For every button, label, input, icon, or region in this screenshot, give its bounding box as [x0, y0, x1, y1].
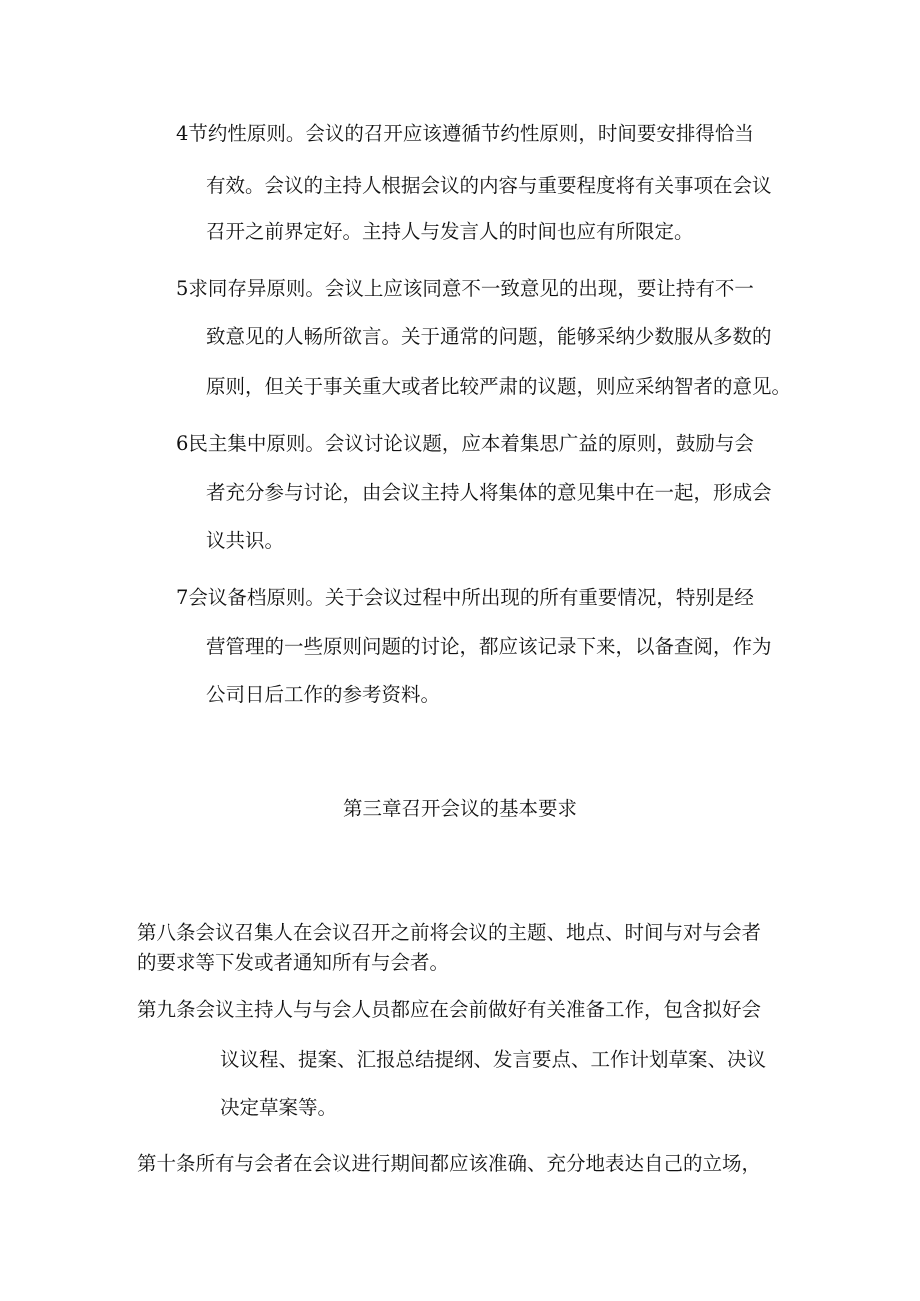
chapter-heading: 第三章召开会议的基本要求: [342, 797, 577, 820]
principle-4-line-1: 4节约性原则。会议的召开应该遵循节约性原则，时间要安排得恰当: [176, 122, 754, 145]
principle-5-line-1: 5求同存异原则。会议上应该同意不一致意见的出现，要让持有不一: [176, 277, 754, 300]
principle-4-line-3: 召开之前界定好。主持人与发言人的时间也应有所限定。: [206, 220, 694, 243]
article-9-line-3: 决定草案等。: [220, 1096, 338, 1119]
article-8-line-1: 第八条会议召集人在会议召开之前将会议的主题、地点、时间与对与会者: [137, 921, 762, 944]
principle-7-line-3: 公司日后工作的参考资料。: [206, 683, 441, 706]
article-8-line-2: 的要求等下发或者通知所有与会者。: [137, 951, 450, 974]
principle-7-line-1: 7会议备档原则。关于会议过程中所出现的所有重要情况，特别是经: [176, 586, 754, 609]
article-9-line-2: 议议程、提案、汇报总结提纲、发言要点、工作计划草案、决议: [220, 1048, 767, 1071]
principle-7-line-2: 营管理的一些原则问题的讨论，都应该记录下来，以备查阅，作为: [206, 635, 772, 658]
principle-6-line-3: 议共识。: [206, 529, 285, 552]
principle-6-line-1: 6民主集中原则。会议讨论议题，应本着集思广益的原则，鼓励与会: [176, 432, 754, 455]
principle-4-line-2: 有效。会议的主持人根据会议的内容与重要程度将有关事项在会议: [206, 174, 772, 197]
article-9-line-1: 第九条会议主持人与与会人员都应在会前做好有关准备工作，包含拟好会: [137, 998, 762, 1021]
principle-5-line-2: 致意见的人畅所欲言。关于通常的问题，能够采纳少数服从多数的: [206, 325, 772, 348]
article-10-line-1: 第十条所有与会者在会议进行期间都应该准确、充分地表达自己的立场，: [137, 1152, 762, 1175]
principle-5-line-3: 原则，但关于事关重大或者比较严肃的议题，则应采纳智者的意见。: [206, 375, 792, 398]
principle-6-line-2: 者充分参与讨论，由会议主持人将集体的意见集中在一起，形成会: [206, 481, 772, 504]
